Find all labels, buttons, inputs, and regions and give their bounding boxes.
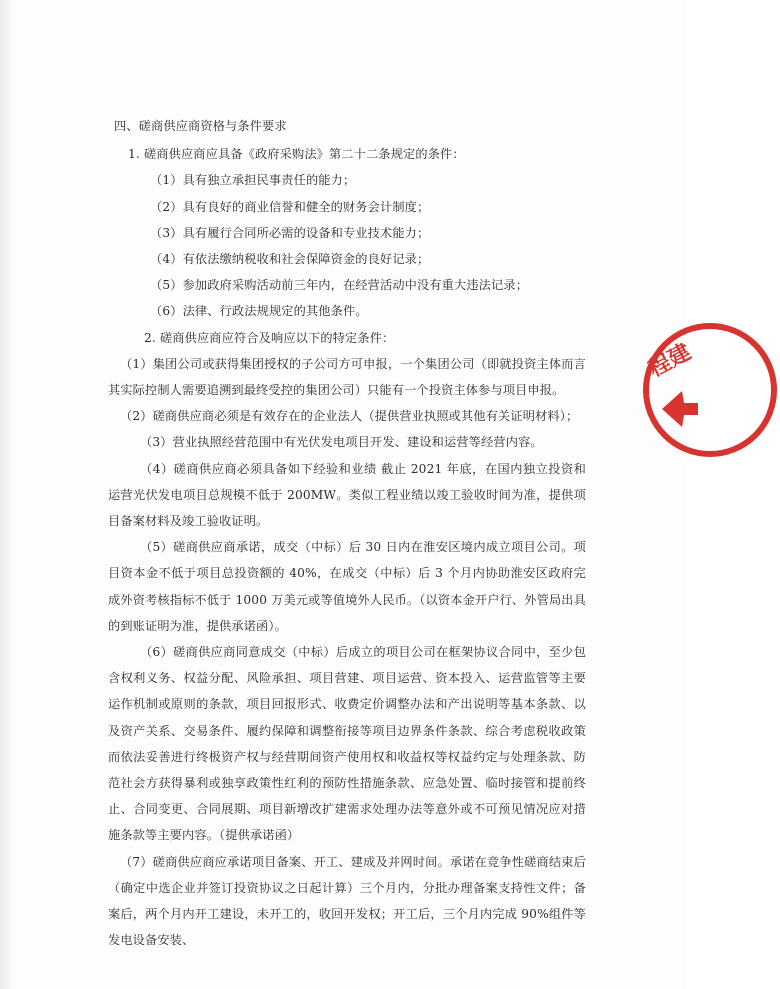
scan-edge-shadow	[0, 0, 14, 989]
condition-2-4: （4）磋商供应商必须具备如下经验和业绩 截止 2021 年底，在国内独立投资和运营光伏发电项目总规模不低于 200MW。类似工程业绩以竣工验收时间为准，提供项目备案材料及竣工验收证明。	[108, 461, 586, 529]
item1-title: 1. 磋商供应商应具备《政府采购法》第二十二条规定的条件：	[128, 147, 465, 162]
condition-2-2: （2）磋商供应商必须是有效存在的企业法人（提供营业执照或其他有关证明材料）；	[120, 409, 579, 424]
condition-2-5: （5）磋商供应商承诺，成交（中标）后 30 日内在淮安区境内成立项目公司。项目资本金不低于项目总投资额的 40%，在成交（中标）后 3 个月内协助淮安区政府完成外资考核指标不低于 1000 万美元或等值境外人民币。（以资本金开户行、外管局出具的到账证明为准，提供承诺函）。	[108, 540, 586, 633]
condition-1-3: （3）具有履行合同所必需的设备和专业技术能力；	[150, 225, 430, 240]
document-body	[108, 113, 586, 954]
section-heading: 四、磋商供应商资格与条件要求	[114, 119, 287, 133]
condition-1-5: （5）参加政府采购活动前三年内，在经营活动中没有重大违法记录；	[150, 278, 529, 293]
condition-2-7: （7）磋商供应商应承诺项目备案、开工、建成及并网时间。承诺在竞争性磋商结束后（确定中选企业并签订投资协议之日起计算）三个月内，分批办理备案支持性文件；备案后，两个月内开工建设，未开工的，收回开发权；开工后，三个月内完成 90%组件等发电设备安装、	[108, 854, 586, 948]
red-seal-stamp	[640, 313, 780, 468]
condition-2-3: （3）营业执照经营范围中有光伏发电项目开发、建设和运营等经营内容。	[140, 435, 543, 450]
condition-1-4: （4）有依法缴纳税收和社会保障资金的良好记录；	[150, 252, 430, 267]
seal-star-icon	[662, 391, 698, 427]
condition-2-6: （6）磋商供应商同意成交（中标）后成立的项目公司在框架协议合同中，至少包含权利义务、权益分配、风险承担、项目营建、项目运营、资本投入、运营监管等主要运作机制或原则的条款，项目回报形式、收费定价调整办法和产出说明等基本条款、以及资产关系、交易条件、履约保障和调整衔接等项目边界条件条款、综合考虑税收政策而依法妥善进行终极资产权与经营期间资产使用权和收益权等权益约定与处理条款、防范社会方获得暴利或独享政策性红利的预防性措施条款、应急处置、临时接管和提前终止、合同变更、合同展期、项目新增改扩建需求处理办法等意外或不可预见情况应对措施条款等主要内容。（提供承诺函）	[108, 645, 586, 843]
condition-1-1: （1）具有独立承担民事责任的能力；	[150, 173, 356, 188]
seal-ring	[646, 326, 774, 454]
condition-2-1: （1）集团公司或获得集团授权的子公司方可申报，一个集团公司（即就投资主体而言其实际控制人需要追溯到最终受控的集团公司）只能有一个投资主体参与项目申报。	[108, 356, 586, 398]
item2-title: 2. 磋商供应商应符合及响应以下的特定条件：	[144, 330, 395, 345]
seal-text: 程建	[644, 339, 696, 383]
condition-1-6: （6）法律、行政法规规定的其他条件。	[150, 304, 368, 319]
condition-1-2: （2）具有良好的商业信誉和健全的财务会计制度；	[150, 199, 430, 214]
